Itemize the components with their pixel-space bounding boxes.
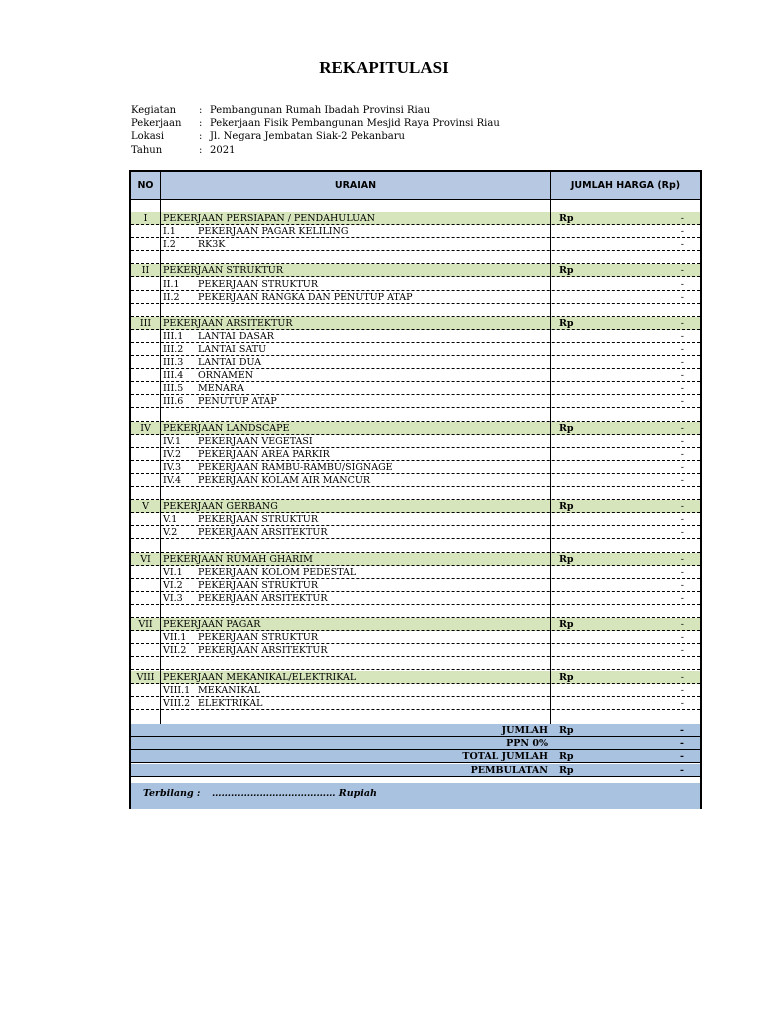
amount-value: - [680, 396, 684, 408]
item-code: III.2 [163, 344, 184, 355]
section-row [131, 671, 700, 684]
amount-value: - [680, 553, 684, 565]
info-key: Kegiatan [131, 105, 177, 116]
blank-row [131, 605, 700, 618]
amount-value: - [680, 461, 684, 473]
totals-row [131, 737, 700, 750]
table-row [131, 356, 700, 369]
table-row [131, 513, 700, 526]
item-label: PEKERJAAN KOLOM PEDESTAL [198, 566, 357, 578]
section-label: PEKERJAAN PERSIAPAN / PENDAHULUAN [163, 213, 375, 224]
item-code: I.2 [163, 239, 176, 251]
table-row [131, 382, 700, 395]
amount-value: - [680, 357, 684, 369]
blank-row [131, 409, 700, 422]
item-label: PEKERJAAN KOLAM AIR MANCUR [198, 475, 371, 486]
item-label: MEKANIKAL [198, 684, 261, 696]
item-label: LANTAI DASAR [198, 330, 274, 342]
item-code: V.1 [163, 514, 178, 526]
currency-label: Rp [559, 317, 574, 329]
section-number: IV [140, 422, 151, 434]
terbilang-row [131, 783, 700, 809]
header-uraian: URAIAN [161, 172, 550, 199]
item-code: VII.1 [163, 632, 187, 644]
amount-value: - [680, 265, 684, 277]
amount-value: - [680, 278, 684, 290]
info-row-tahun [131, 144, 500, 157]
table-row [131, 448, 700, 461]
info-value: 2021 [210, 144, 236, 156]
table-row [131, 526, 700, 539]
item-code: III.1 [163, 330, 184, 342]
info-sep: : [199, 131, 203, 143]
blank-row [131, 540, 700, 553]
currency-label: Rp [559, 671, 574, 683]
item-label: PEKERJAAN STRUKTUR [198, 632, 318, 644]
section-number: V [142, 501, 149, 513]
item-label: LANTAI DUA [198, 357, 262, 369]
item-code: VI.2 [163, 579, 183, 591]
blank-row [131, 251, 700, 264]
amount-value: - [680, 619, 684, 631]
amount-value: - [680, 213, 684, 224]
item-label: LANTAI SATU [198, 344, 267, 355]
totals-label: PEMBULATAN [470, 764, 548, 776]
table-row [131, 395, 700, 408]
item-code: III.5 [163, 383, 184, 395]
section-number: VII [138, 619, 153, 631]
amount-value: - [680, 448, 684, 460]
item-label: PEKERJAAN VEGETASI [198, 435, 313, 447]
table-row [131, 435, 700, 448]
section-label: PEKERJAAN ARSITEKTUR [163, 317, 293, 329]
item-code: VI.1 [163, 566, 183, 578]
amount-value: - [680, 435, 684, 447]
item-label: PEKERJAAN ARSITEKTUR [198, 645, 328, 657]
divider [550, 172, 551, 199]
currency-label: Rp [559, 265, 574, 277]
item-code: IV.2 [163, 448, 182, 460]
table-row [131, 278, 700, 291]
terbilang-value: ………………………………… Rupiah [212, 788, 377, 799]
item-code: VIII.1 [163, 684, 191, 696]
table-row [131, 644, 700, 657]
table-row [131, 684, 700, 697]
project-info [131, 104, 500, 157]
item-label: PENUTUP ATAP [198, 396, 277, 408]
section-number: VIII [136, 671, 155, 683]
section-label: PEKERJAAN STRUKTUR [163, 265, 283, 277]
item-code: IV.1 [163, 435, 182, 447]
item-label: PEKERJAAN ARSITEKTUR [198, 592, 328, 604]
section-row [131, 553, 700, 566]
currency-label: Rp [559, 422, 574, 434]
table-row [131, 579, 700, 592]
amount-value: - [680, 239, 684, 251]
blank-row [131, 304, 700, 317]
info-row-kegiatan [131, 104, 500, 117]
item-label: ORNAMEN [198, 370, 254, 382]
table-row [131, 566, 700, 579]
amount-value: - [680, 226, 684, 238]
currency-label: Rp [559, 764, 574, 776]
section-row [131, 212, 700, 225]
amount-value: - [680, 330, 684, 342]
item-label: MENARA [198, 383, 244, 395]
blank-row [131, 657, 700, 670]
item-code: I.1 [163, 226, 176, 238]
item-code: IV.4 [163, 475, 182, 486]
item-code: III.3 [163, 357, 184, 369]
item-code: VII.2 [163, 645, 187, 657]
amount-value: - [680, 422, 684, 434]
info-row-lokasi [131, 130, 500, 143]
amount-value: - [680, 475, 684, 486]
section-number: III [139, 317, 152, 329]
item-label: PEKERJAAN AREA PARKIR [198, 448, 330, 460]
header-jumlah: JUMLAH HARGA (Rp) [551, 172, 700, 199]
section-label: PEKERJAAN PAGAR [163, 619, 261, 631]
amount-value: - [680, 764, 684, 776]
amount-value: - [680, 501, 684, 513]
item-code: V.2 [163, 527, 178, 539]
amount-value: - [680, 738, 684, 750]
section-row [131, 422, 700, 435]
terbilang-label: Terbilang : [143, 788, 201, 799]
totals-row [131, 724, 700, 737]
item-label: PEKERJAAN RANGKA DAN PENUTUP ATAP [198, 291, 413, 303]
amount-value: - [680, 697, 684, 709]
item-code: III.4 [163, 370, 184, 382]
currency-label: Rp [559, 213, 574, 224]
amount-value: - [680, 632, 684, 644]
item-code: IV.3 [163, 461, 182, 473]
item-label: PEKERJAAN ARSITEKTUR [198, 527, 328, 539]
amount-value: - [680, 370, 684, 382]
table-row [131, 225, 700, 238]
section-row [131, 264, 700, 277]
amount-value: - [680, 566, 684, 578]
amount-value: - [680, 579, 684, 591]
table-row [131, 461, 700, 474]
item-code: III.6 [163, 396, 184, 408]
amount-value: - [680, 317, 684, 329]
info-sep: : [199, 118, 203, 130]
info-sep: : [199, 144, 203, 156]
totals-label: PPN 0% [506, 738, 548, 750]
recap-table [129, 170, 702, 809]
totals-row [131, 764, 700, 777]
item-label: PEKERJAAN RAMBU-RAMBU/SIGNAGE [198, 461, 393, 473]
amount-value: - [680, 527, 684, 539]
amount-value: - [680, 291, 684, 303]
table-row [131, 592, 700, 605]
item-label: RK3K [198, 239, 226, 251]
totals-label: JUMLAH [501, 725, 548, 736]
item-label: PEKERJAAN STRUKTUR [198, 579, 318, 591]
divider [131, 199, 700, 200]
divider [160, 172, 161, 199]
table-row [131, 697, 700, 710]
amount-value: - [680, 344, 684, 355]
currency-label: Rp [559, 725, 574, 736]
info-key: Lokasi [131, 131, 165, 143]
section-label: PEKERJAAN GERBANG [163, 501, 278, 513]
section-row [131, 618, 700, 631]
info-key: Tahun [131, 144, 163, 156]
item-code: VI.3 [163, 592, 183, 604]
table-row [131, 291, 700, 304]
amount-value: - [680, 592, 684, 604]
info-value: Pembangunan Rumah Ibadah Provinsi Riau [210, 105, 431, 116]
section-label: PEKERJAAN RUMAH GHARIM [163, 553, 313, 565]
blank-row [131, 487, 700, 500]
section-row [131, 317, 700, 330]
currency-label: Rp [559, 751, 574, 763]
totals-label: TOTAL JUMLAH [462, 751, 548, 763]
table-row [131, 238, 700, 251]
page-title: REKAPITULASI [319, 58, 449, 77]
currency-label: Rp [559, 619, 574, 631]
currency-label: Rp [559, 553, 574, 565]
divider [550, 199, 551, 724]
totals-row [131, 750, 700, 763]
table-row [131, 343, 700, 356]
item-label: PEKERJAAN STRUKTUR [198, 514, 318, 526]
divider [160, 199, 161, 724]
amount-value: - [680, 671, 684, 683]
amount-value: - [680, 725, 684, 736]
section-label: PEKERJAAN MEKANIKAL/ELEKTRIKAL [163, 671, 357, 683]
info-sep: : [199, 105, 203, 116]
section-number: VI [140, 553, 151, 565]
currency-label: Rp [559, 501, 574, 513]
amount-value: - [680, 684, 684, 696]
table-header [131, 172, 700, 199]
amount-value: - [680, 514, 684, 526]
section-label: PEKERJAAN LANDSCAPE [163, 422, 290, 434]
amount-value: - [680, 645, 684, 657]
item-label: ELEKTRIKAL [198, 697, 263, 709]
item-label: PEKERJAAN STRUKTUR [198, 278, 318, 290]
item-code: II.2 [163, 291, 180, 303]
info-value: Pekerjaan Fisik Pembangunan Mesjid Raya Provinsi Riau [210, 118, 500, 130]
section-row [131, 500, 700, 513]
info-key: Pekerjaan [131, 118, 182, 130]
table-row [131, 631, 700, 644]
amount-value: - [680, 383, 684, 395]
table-row [131, 369, 700, 382]
info-row-pekerjaan [131, 117, 500, 130]
item-code: II.1 [163, 278, 180, 290]
section-number: II [141, 265, 150, 277]
item-label: PEKERJAAN PAGAR KELILING [198, 226, 349, 238]
table-row [131, 474, 700, 487]
table-row [131, 330, 700, 343]
item-code: VIII.2 [163, 697, 191, 709]
amount-value: - [680, 751, 684, 763]
section-number: I [143, 213, 148, 224]
info-value: Jl. Negara Jembatan Siak-2 Pekanbaru [210, 131, 405, 143]
header-no: NO [131, 172, 160, 199]
